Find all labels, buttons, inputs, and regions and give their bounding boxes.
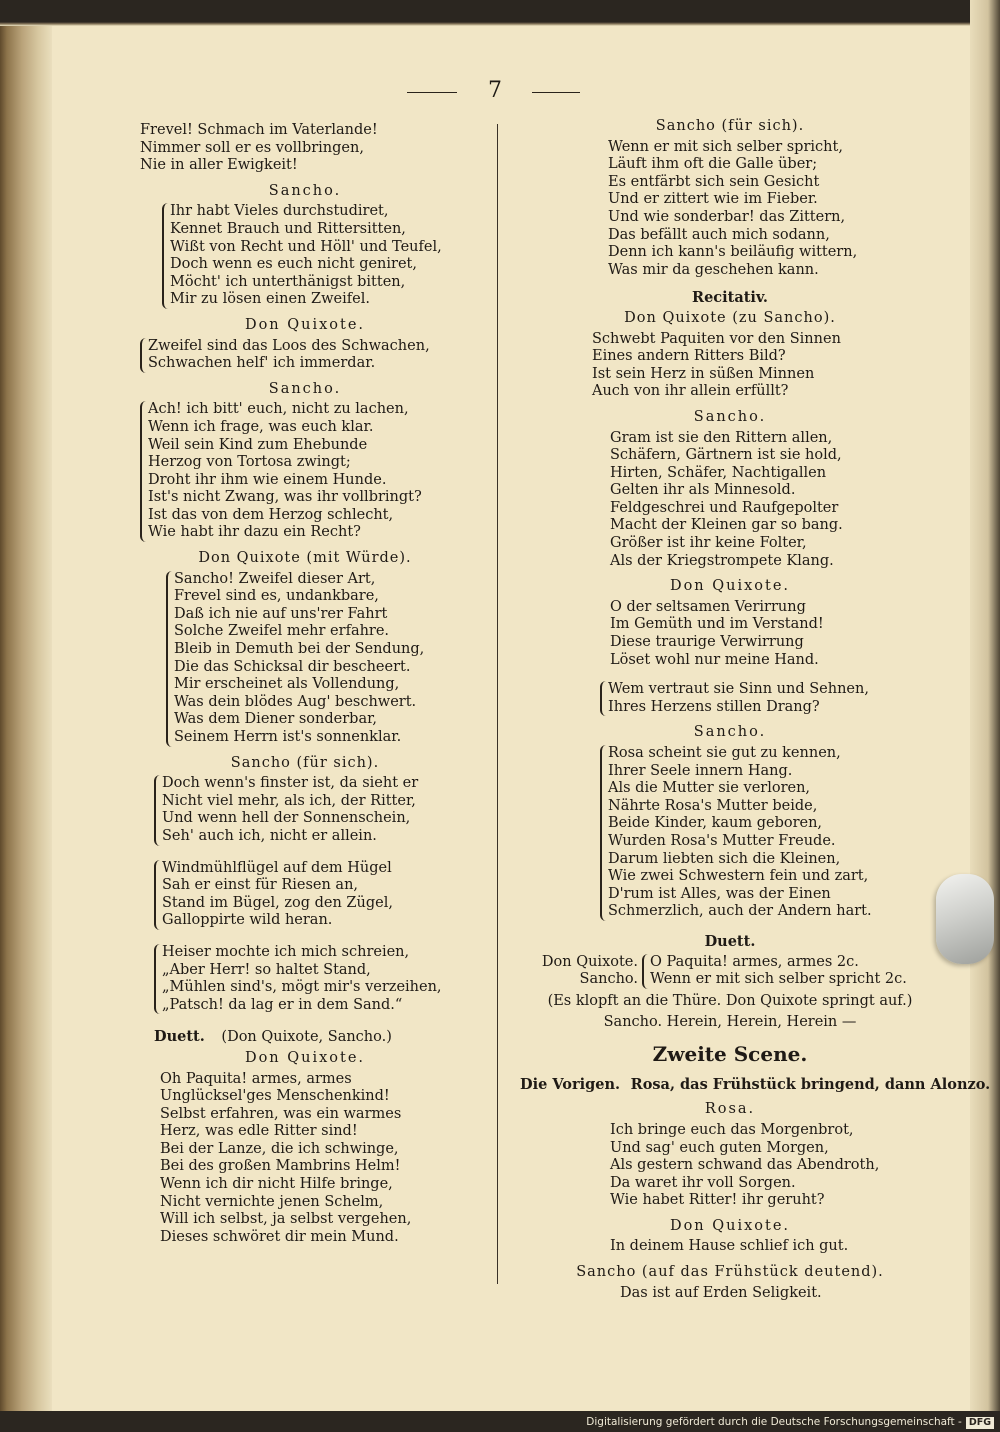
- verse-line: Bei der Lanze, die ich schwinge,: [160, 1140, 399, 1157]
- verse-line: „Aber Herr! so haltet Stand,: [162, 961, 371, 978]
- verse-line: Seh' auch ich, nicht er allein.: [162, 827, 377, 844]
- verse-block: [610, 1122, 940, 1210]
- verse-line: Doch wenn es euch nicht geniret,: [170, 256, 417, 273]
- left-column: [140, 122, 470, 1246]
- speaker-sancho: Sancho.: [268, 182, 342, 199]
- verse-line: Was dem Diener sonderbar,: [174, 711, 378, 728]
- verse-line: Ihrer Seele innern Hang.: [608, 762, 793, 779]
- verse-line: Als der Kriegstrompete Klang.: [610, 552, 834, 569]
- recitativ-heading: Recitativ.: [692, 289, 768, 307]
- duett-speaker-dq: Don Quixote.: [541, 953, 638, 970]
- verse-line: Und er zittert wie im Fieber.: [608, 191, 818, 208]
- dfg-logo: DFG: [966, 1417, 994, 1429]
- page-top-edge: [0, 0, 1000, 26]
- verse-line: Zweifel sind das Loos des Schwachen,: [148, 337, 430, 354]
- verse-line: Will ich selbst, ja selbst vergehen,: [160, 1211, 412, 1228]
- verse-line: Schwebt Paquiten vor den Sinnen: [592, 330, 841, 347]
- persons-entering: Rosa, das Frühstück bringend, dann Alonzo.: [630, 1075, 991, 1093]
- duett-heading: [154, 1028, 470, 1046]
- verse-block: [140, 338, 470, 373]
- scene-persons: [520, 1075, 991, 1094]
- verse-line: Hirten, Schäfer, Nachtigallen: [610, 464, 827, 481]
- verse-line: Sancho! Zweifel dieser Art,: [174, 570, 376, 587]
- header-rule-right: [532, 92, 580, 93]
- speaker-sancho: Sancho.: [693, 408, 767, 425]
- verse-line: Ihres Herzens stillen Drang?: [608, 698, 820, 715]
- verse-line: Solche Zweifel mehr erfahre.: [174, 623, 390, 640]
- verse-line: Und wie sonderbar! das Zittern,: [608, 208, 846, 225]
- verse-block: [160, 1071, 470, 1247]
- verse-line: D'rum ist Alles, was der Einen: [608, 885, 831, 902]
- verse-line: Wenn er mit sich selber spricht 2c.: [650, 971, 907, 988]
- verse-line: Als gestern schwand das Abendroth,: [610, 1157, 880, 1174]
- verse-block: [600, 681, 940, 716]
- verse-line: „Mühlen sind's, mögt mir's verzeihen,: [162, 979, 442, 996]
- verse-line: Kennet Brauch und Rittersitten,: [170, 220, 406, 237]
- verse-line: Windmühlflügel auf dem Hügel: [162, 859, 392, 876]
- digitization-credit: [586, 1414, 994, 1430]
- verse-line: O Paquita! armes, armes 2c.: [650, 953, 859, 970]
- verse-line: Größer ist ihr keine Folter,: [610, 535, 807, 552]
- verse-line: Gelten ihr als Minnesold.: [610, 482, 796, 499]
- verse-block: [154, 860, 470, 930]
- verse-line: Wenn er mit sich selber spricht,: [608, 138, 843, 155]
- verse-line: Wem vertraut sie Sinn und Sehnen,: [608, 681, 869, 698]
- verse-block: [140, 401, 470, 542]
- duett-speaker-sancho: Sancho.: [579, 970, 638, 987]
- verse-line: Wie habt ihr dazu ein Recht?: [148, 524, 361, 541]
- verse-line: Wißt von Recht und Höll' und Teufel,: [170, 238, 442, 255]
- duett-block: [520, 954, 940, 990]
- verse-line: Läuft ihm oft die Galle über;: [608, 156, 818, 173]
- verse-line: Bei des großen Mambrins Helm!: [160, 1158, 401, 1175]
- verse-line: Wie zwei Schwestern fein und zart,: [608, 868, 869, 885]
- verse-line: Auch von ihr allein erfüllt?: [592, 383, 789, 400]
- verse-block: [166, 571, 470, 747]
- verse-line: Diese traurige Verwirrung: [610, 634, 804, 651]
- binding-shadow: [0, 0, 52, 1411]
- verse-line: Da waret ihr voll Sorgen.: [610, 1174, 796, 1191]
- paper-clip: [936, 874, 994, 964]
- verse-line: Beide Kinder, kaum geboren,: [608, 815, 823, 832]
- column-divider: [497, 124, 498, 1284]
- verse-line: Daß ich nie auf uns'rer Fahrt: [174, 605, 388, 622]
- verse-line: Feldgeschrei und Raufgepolter: [610, 499, 839, 516]
- sancho-herein: Sancho. Herein, Herein, Herein —: [603, 1014, 857, 1031]
- speaker-don-quixote: Don Quixote.: [244, 1049, 366, 1066]
- verse-line: Ich bringe euch das Morgenbrot,: [610, 1121, 854, 1138]
- verse-line: Wenn ich frage, was euch klar.: [148, 418, 374, 435]
- verse-line: Galloppirte wild heran.: [162, 912, 333, 929]
- verse-line: Heiser mochte ich mich schreien,: [162, 943, 410, 960]
- verse-line: In deinem Hause schlief ich gut.: [610, 1238, 849, 1255]
- verse-line: Rosa scheint sie gut zu kennen,: [608, 745, 841, 761]
- verse-line: Ach! ich bitt' euch, nicht zu lachen,: [148, 401, 409, 418]
- speaker-don-quixote: Don Quixote (mit Würde).: [198, 550, 412, 567]
- verse-line: Was mir da geschehen kann.: [608, 261, 819, 278]
- verse-line: Herz, was edle Ritter sind!: [160, 1123, 358, 1140]
- verse-line: Ihr habt Vieles durchstudiret,: [170, 203, 389, 220]
- verse-line: Macht der Kleinen gar so bang.: [610, 517, 843, 534]
- verse-line: Darum liebten sich die Kleinen,: [608, 850, 841, 867]
- right-column: [520, 118, 991, 1302]
- page-number: 7: [488, 78, 502, 103]
- verse-line: Weil sein Kind zum Ehebunde: [148, 436, 368, 453]
- verse-block: [154, 944, 470, 1014]
- verse-line: Frevel sind es, undankbare,: [174, 588, 379, 605]
- verse-line: Wenn ich dir nicht Hilfe bringe,: [160, 1176, 393, 1193]
- verse-line: Möcht' ich unterthänigst bitten,: [170, 273, 406, 290]
- verse-line: Denn ich kann's beiläufig wittern,: [608, 244, 858, 261]
- verse-line: Nimmer soll er es vollbringen,: [140, 139, 364, 156]
- duett-heading: Duett.: [704, 932, 756, 950]
- verse-block: [162, 203, 470, 309]
- verse-line: Das befällt auch mich sodann,: [608, 226, 830, 243]
- verse-block: [154, 775, 470, 845]
- speaker-rosa: Rosa.: [704, 1101, 756, 1118]
- scene-heading: Zweite Scene.: [652, 1041, 808, 1066]
- speaker-don-quixote: Don Quixote.: [669, 578, 791, 595]
- duett-note: (Don Quixote, Sancho.): [221, 1029, 392, 1046]
- verse-line: Löset wohl nur meine Hand.: [610, 651, 819, 668]
- page-right-edge: [970, 0, 1000, 1411]
- verse-line: Sah er einst für Riesen an,: [162, 877, 359, 894]
- verse-line: Ist's nicht Zwang, was ihr vollbringt?: [148, 489, 422, 506]
- verse-line: Und wenn hell der Sonnenschein,: [162, 810, 411, 827]
- verse-line: Mir zu lösen einen Zweifel.: [170, 291, 370, 308]
- verse-line: Nicht vernichte jenen Schelm,: [160, 1193, 384, 1210]
- verse-line: O der seltsamen Verirrung: [610, 598, 806, 615]
- verse-line: Stand im Bügel, zog den Zügel,: [162, 894, 393, 911]
- verse-block: [592, 331, 940, 401]
- verse-line: Unglücksel'ges Menschenkind!: [160, 1088, 390, 1105]
- verse-line: Die das Schicksal dir bescheert.: [174, 658, 411, 675]
- verse-line: Gram ist sie den Rittern allen,: [610, 429, 833, 446]
- verse-line: Wurden Rosa's Mutter Freude.: [608, 832, 836, 849]
- verse-line: Selbst erfahren, was ein warmes: [160, 1105, 402, 1122]
- speaker-sancho: Sancho.: [268, 380, 342, 397]
- verse-line: Oh Paquita! armes, armes: [160, 1070, 352, 1087]
- verse-line: Wie habet Ritter! ihr geruht?: [610, 1192, 825, 1209]
- speaker-sancho: Sancho (für sich).: [655, 118, 805, 134]
- speaker-don-quixote: Don Quixote (zu Sancho).: [624, 309, 836, 326]
- verse-line: „Patsch! da lag er in dem Sand.“: [162, 996, 403, 1013]
- verse-line: Doch wenn's finster ist, da sieht er: [162, 775, 419, 792]
- verse-block: [608, 139, 940, 280]
- page-header: [0, 78, 1000, 108]
- verse-line: Es entfärbt sich sein Gesicht: [608, 173, 820, 190]
- verse-block: [610, 599, 940, 669]
- speaker-sancho: Sancho.: [693, 724, 767, 741]
- verse-block: [610, 430, 940, 571]
- verse-line: Schäfern, Gärtnern ist sie hold,: [610, 447, 842, 464]
- verse-line: Ist sein Herz in süßen Minnen: [592, 365, 815, 382]
- verse-line: Dieses schwöret dir mein Mund.: [160, 1228, 399, 1245]
- verse-line: Schwachen helf' ich immerdar.: [148, 355, 376, 372]
- verse-line: Droht ihr ihm wie einem Hunde.: [148, 471, 387, 488]
- verse-line: Was dein blödes Aug' beschwert.: [174, 693, 417, 710]
- speaker-don-quixote: Don Quixote.: [244, 316, 366, 333]
- verse-line: Mir erscheinet als Vollendung,: [174, 676, 400, 693]
- verse-line: Herzog von Tortosa zwingt;: [148, 454, 351, 471]
- verse-line: Bleib in Demuth bei der Sendung,: [174, 641, 425, 658]
- verse-line: Das ist auf Erden Seligkeit.: [620, 1284, 822, 1301]
- verse-line: Nährte Rosa's Mutter beide,: [608, 797, 818, 814]
- credit-text: Digitalisierung gefördert durch die Deutsche Forschungsgemeinschaft -: [586, 1416, 962, 1428]
- speaker-sancho: Sancho (auf das Frühstück deutend).: [576, 1264, 884, 1281]
- verse-line: Seinem Herrn ist's sonnenklar.: [174, 729, 402, 745]
- verse-line: Nicht viel mehr, als ich, der Ritter,: [162, 792, 416, 809]
- verse-line: Als die Mutter sie verloren,: [608, 780, 811, 797]
- verse-line: Schmerzlich, auch der Andern hart.: [608, 903, 872, 920]
- duett-label: Duett.: [154, 1028, 205, 1046]
- speaker-sancho: Sancho (für sich).: [230, 754, 380, 771]
- verse-line: Eines andern Ritters Bild?: [592, 348, 786, 365]
- verse-line: Nie in aller Ewigkeit!: [140, 157, 298, 174]
- verse-block: [600, 745, 940, 921]
- persons-previous: Die Vorigen.: [520, 1075, 621, 1093]
- speaker-don-quixote: Don Quixote.: [669, 1217, 791, 1234]
- verse-line: Ist das von dem Herzog schlecht,: [148, 506, 394, 523]
- header-rule-left: [407, 92, 457, 93]
- stage-direction: (Es klopft an die Thüre. Don Quixote springt auf.): [547, 992, 913, 1009]
- duett-lines: [642, 954, 907, 989]
- verse-line: Frevel! Schmach im Vaterlande!: [140, 122, 378, 138]
- verse-line: Und sag' euch guten Morgen,: [610, 1139, 829, 1156]
- verse-line: Im Gemüth und im Verstand!: [610, 616, 824, 633]
